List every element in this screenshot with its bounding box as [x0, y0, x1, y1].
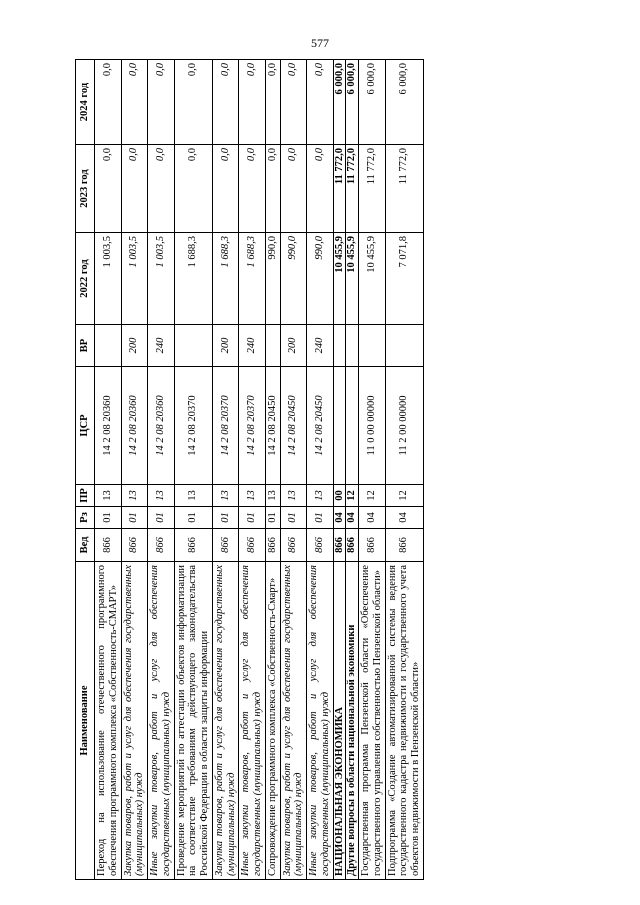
table-row: [95, 60, 122, 880]
row-2023: 0,0: [280, 145, 307, 233]
row-name: Закупка товаров, работ и услуг для обеспечения государственных (муниципальных) нужд: [280, 562, 307, 880]
row-csr: [333, 367, 346, 485]
row-2024: 6 000,0: [346, 60, 359, 145]
row-2024: 0,0: [265, 60, 280, 145]
header-ved: Вед: [76, 529, 95, 562]
row-ved: 866: [346, 529, 359, 562]
row-2022: 10 455,9: [359, 233, 386, 325]
row-csr: [346, 367, 359, 485]
row-csr: 14 2 08 20360: [148, 367, 175, 485]
row-rz: 01: [265, 507, 280, 529]
row-rz: 04: [385, 507, 423, 529]
row-vr: [333, 325, 346, 367]
row-csr: 14 2 08 20370: [239, 367, 266, 485]
header-rz: Рз: [76, 507, 95, 529]
row-vr: [359, 325, 386, 367]
row-2024: 0,0: [174, 60, 212, 145]
row-csr: 14 2 08 20360: [121, 367, 148, 485]
row-ved: 866: [333, 529, 346, 562]
row-2022: 10 455,9: [346, 233, 359, 325]
row-pr: 12: [359, 485, 386, 507]
row-2022: 1 003,5: [95, 233, 122, 325]
row-pr: 12: [346, 485, 359, 507]
row-2022: 1 003,5: [148, 233, 175, 325]
row-2022: 7 071,8: [385, 233, 423, 325]
row-ved: 866: [307, 529, 334, 562]
row-2022: 1 688,3: [212, 233, 239, 325]
row-2023: 0,0: [174, 145, 212, 233]
row-2024: 0,0: [121, 60, 148, 145]
row-name: Иные закупки товаров, работ и услуг для обеспечения государственных (муниципальных) нужд: [148, 562, 175, 880]
row-name: Проведение мероприятий по аттестации объектов информатизации на соответствие требованиям действующего законодательства Российской Федерации в области защиты информации: [174, 562, 212, 880]
row-2022: 990,0: [307, 233, 334, 325]
row-pr: 13: [265, 485, 280, 507]
table-row: [174, 60, 212, 880]
row-2024: 6 000,0: [333, 60, 346, 145]
row-2024: 0,0: [307, 60, 334, 145]
row-2024: 0,0: [148, 60, 175, 145]
row-2022: 1 688,3: [174, 233, 212, 325]
header-vr: ВР: [76, 325, 95, 367]
row-2024: 0,0: [95, 60, 122, 145]
row-2023: 11 772,0: [385, 145, 423, 233]
row-name: Подпрограмма «Создание автоматизированной системы ведения государственного кадастра недвижимости и государственного учета объектов недвижимости в Пензенской области»: [385, 562, 423, 880]
row-name: Государственная программа Пензенской области «Обеспечение государственного управления собственностью Пензенской области»: [359, 562, 386, 880]
table-row: [239, 60, 266, 880]
rotated-page-content: [75, 60, 565, 880]
header-2023: 2023 год: [76, 145, 95, 233]
row-csr: 11 0 00 00000: [359, 367, 386, 485]
row-vr: 240: [307, 325, 334, 367]
row-2022: 1 003,5: [121, 233, 148, 325]
row-vr: 200: [121, 325, 148, 367]
row-vr: [95, 325, 122, 367]
row-name: Переход на использование отечественного программного обеспечения программного комплекса «Собственность-СМАРТ»: [95, 562, 122, 880]
row-name: Закупка товаров, работ и услуг для обеспечения государственных (муниципальных) нужд: [121, 562, 148, 880]
row-ved: 866: [95, 529, 122, 562]
row-csr: 14 2 08 20360: [95, 367, 122, 485]
row-2022: 990,0: [265, 233, 280, 325]
table-row: [280, 60, 307, 880]
row-pr: 13: [148, 485, 175, 507]
row-pr: 13: [212, 485, 239, 507]
row-csr: 14 2 08 20370: [212, 367, 239, 485]
row-ved: 866: [359, 529, 386, 562]
row-2023: 0,0: [212, 145, 239, 233]
table-row: [212, 60, 239, 880]
row-pr: 13: [280, 485, 307, 507]
row-rz: 01: [174, 507, 212, 529]
row-vr: 200: [212, 325, 239, 367]
row-ved: 866: [239, 529, 266, 562]
header-csr: ЦСР: [76, 367, 95, 485]
table-row: [385, 60, 423, 880]
row-rz: 01: [148, 507, 175, 529]
row-ved: 866: [280, 529, 307, 562]
row-2023: 0,0: [265, 145, 280, 233]
row-vr: 200: [280, 325, 307, 367]
row-name: Иные закупки товаров, работ и услуг для обеспечения государственных (муниципальных) нужд: [307, 562, 334, 880]
row-ved: 866: [212, 529, 239, 562]
row-2023: 0,0: [307, 145, 334, 233]
row-csr: 14 2 08 20370: [174, 367, 212, 485]
row-name: Закупка товаров, работ и услуг для обеспечения государственных (муниципальных) нужд: [212, 562, 239, 880]
header-2022: 2022 год: [76, 233, 95, 325]
row-2024: 6 000,0: [385, 60, 423, 145]
row-rz: 04: [359, 507, 386, 529]
row-pr: 13: [174, 485, 212, 507]
row-ved: 866: [385, 529, 423, 562]
row-2023: 0,0: [121, 145, 148, 233]
row-2024: 6 000,0: [359, 60, 386, 145]
row-2023: 11 772,0: [346, 145, 359, 233]
row-2023: 0,0: [239, 145, 266, 233]
header-2024: 2024 год: [76, 60, 95, 145]
row-rz: 04: [346, 507, 359, 529]
row-rz: 04: [333, 507, 346, 529]
row-2022: 1 688,3: [239, 233, 266, 325]
row-2024: 0,0: [280, 60, 307, 145]
row-ved: 866: [148, 529, 175, 562]
row-vr: [174, 325, 212, 367]
row-name: НАЦИОНАЛЬНАЯ ЭКОНОМИКА: [333, 562, 346, 880]
row-name: Другие вопросы в области национальной экономики: [346, 562, 359, 880]
row-2022: 10 455,9: [333, 233, 346, 325]
row-csr: 14 2 08 20450: [280, 367, 307, 485]
row-ved: 866: [265, 529, 280, 562]
rotated-table-area: [75, 60, 565, 880]
row-vr: [385, 325, 423, 367]
row-rz: 01: [95, 507, 122, 529]
page-number: 577: [311, 36, 329, 50]
row-csr: 14 2 08 20450: [265, 367, 280, 485]
row-rz: 01: [239, 507, 266, 529]
header-pr: ПР: [76, 485, 95, 507]
table-row: [346, 60, 359, 880]
row-2024: 0,0: [239, 60, 266, 145]
row-rz: 01: [212, 507, 239, 529]
row-2022: 990,0: [280, 233, 307, 325]
table-row: [359, 60, 386, 880]
table-row: [265, 60, 280, 880]
row-name: Иные закупки товаров, работ и услуг для обеспечения государственных (муниципальных) нужд: [239, 562, 266, 880]
row-vr: 240: [148, 325, 175, 367]
row-name: Сопровождение программного комплекса «Собственность-Смарт»: [265, 562, 280, 880]
row-2023: 0,0: [95, 145, 122, 233]
row-vr: [346, 325, 359, 367]
table-row: [148, 60, 175, 880]
row-pr: 12: [385, 485, 423, 507]
table-row: [307, 60, 334, 880]
row-2023: 11 772,0: [333, 145, 346, 233]
row-pr: 13: [95, 485, 122, 507]
row-rz: 01: [280, 507, 307, 529]
row-vr: [265, 325, 280, 367]
row-2024: 0,0: [212, 60, 239, 145]
row-pr: 13: [239, 485, 266, 507]
row-pr: 13: [307, 485, 334, 507]
table-row: [333, 60, 346, 880]
row-rz: 01: [307, 507, 334, 529]
row-2023: 0,0: [148, 145, 175, 233]
row-2023: 11 772,0: [359, 145, 386, 233]
row-vr: 240: [239, 325, 266, 367]
row-pr: 13: [121, 485, 148, 507]
table-row: [121, 60, 148, 880]
row-rz: 01: [121, 507, 148, 529]
table-header-row: [76, 60, 95, 880]
row-pr: 00: [333, 485, 346, 507]
row-csr: 14 2 08 20450: [307, 367, 334, 485]
row-csr: 11 2 00 00000: [385, 367, 423, 485]
header-name: Наименование: [76, 562, 95, 880]
row-ved: 866: [121, 529, 148, 562]
row-ved: 866: [174, 529, 212, 562]
budget-table: [75, 59, 424, 880]
